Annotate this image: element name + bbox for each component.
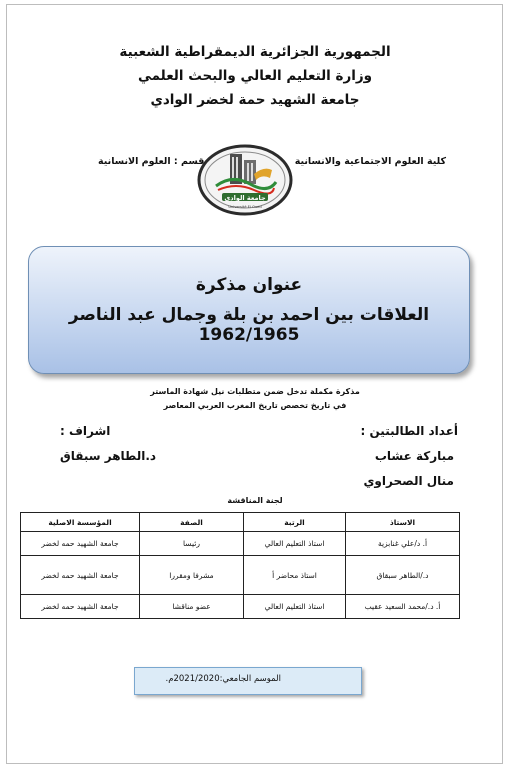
table-cell: استاذ التعليم العالي xyxy=(244,532,346,556)
column-header-role: الصفة xyxy=(140,513,244,532)
thesis-title-box xyxy=(28,246,470,374)
table-cell: جامعة الشهيد حمه لخضر xyxy=(21,556,140,595)
committee-title: لجنة المناقشة xyxy=(227,496,283,505)
logo-arabic-text: جامعة الوادي xyxy=(224,194,266,202)
academic-year: الموسم الجامعي:2021/2020م. xyxy=(165,674,281,684)
memo-note-line: مذكرة مكملة تدخل ضمن متطلبات نيل شهادة الماستر xyxy=(150,387,360,396)
column-header-professor: الاستاذ xyxy=(346,513,460,532)
supervisor-name: د.الطاهر سبقاق xyxy=(60,449,157,463)
students-label: أعداد الطالبتين : xyxy=(360,424,458,438)
table-cell: مشرفا ومقررا xyxy=(140,556,244,595)
column-header-institution: المؤسسة الاصلية xyxy=(21,513,140,532)
ministry-name: وزارة التعليم العالي والبحث العلمي xyxy=(137,68,373,84)
faculty-name: كلية العلوم الاجتماعية والانسانية xyxy=(294,156,446,167)
table-header-row xyxy=(21,513,460,532)
institution-header xyxy=(0,40,510,112)
column-header-rank: الرتبة xyxy=(244,513,346,532)
academic-year-box xyxy=(134,667,362,695)
committee-table xyxy=(20,512,460,619)
table-row xyxy=(21,595,460,619)
table-cell: استاذ محاضر أ xyxy=(244,556,346,595)
university-logo-icon xyxy=(196,140,294,220)
table-row xyxy=(21,532,460,556)
page-frame xyxy=(6,4,503,764)
table-cell: عضو مناقشا xyxy=(140,595,244,619)
thesis-title-label: عنوان مذكرة xyxy=(195,275,303,295)
student-name: مباركة عشاب xyxy=(374,449,454,463)
logo-latin-text: Université El Oued xyxy=(228,205,262,209)
table-cell: أ. د/علي غنابزية xyxy=(346,532,460,556)
department-name: قسم : العلوم الانسانية xyxy=(98,156,205,167)
memo-note xyxy=(0,385,510,413)
thesis-title: العلاقات بين احمد بن بلة وجمال عبد الناصر 1962/1965 xyxy=(68,305,430,345)
table-cell: جامعة الشهيد حمه لخضر xyxy=(21,532,140,556)
university-name: جامعة الشهيد حمة لخضر الوادي xyxy=(150,92,360,108)
table-cell: جامعة الشهيد حمه لخضر xyxy=(21,595,140,619)
table-cell: أ. د./محمد السعيد عقيب xyxy=(346,595,460,619)
table-row xyxy=(21,556,460,595)
table-cell: استاذ التعليم العالي xyxy=(244,595,346,619)
supervision-label: اشراف : xyxy=(60,424,111,438)
memo-specialty-line: في تاريخ تخصص تاريخ المغرب العربي المعاصر xyxy=(163,401,347,410)
university-logo xyxy=(196,140,294,220)
table-cell: رئيسا xyxy=(140,532,244,556)
republic-name: الجمهورية الجزائرية الديمقراطية الشعبية xyxy=(119,44,391,60)
student-name: منال الصحراوي xyxy=(363,474,454,488)
table-cell: د./الطاهر سبقاق xyxy=(346,556,460,595)
